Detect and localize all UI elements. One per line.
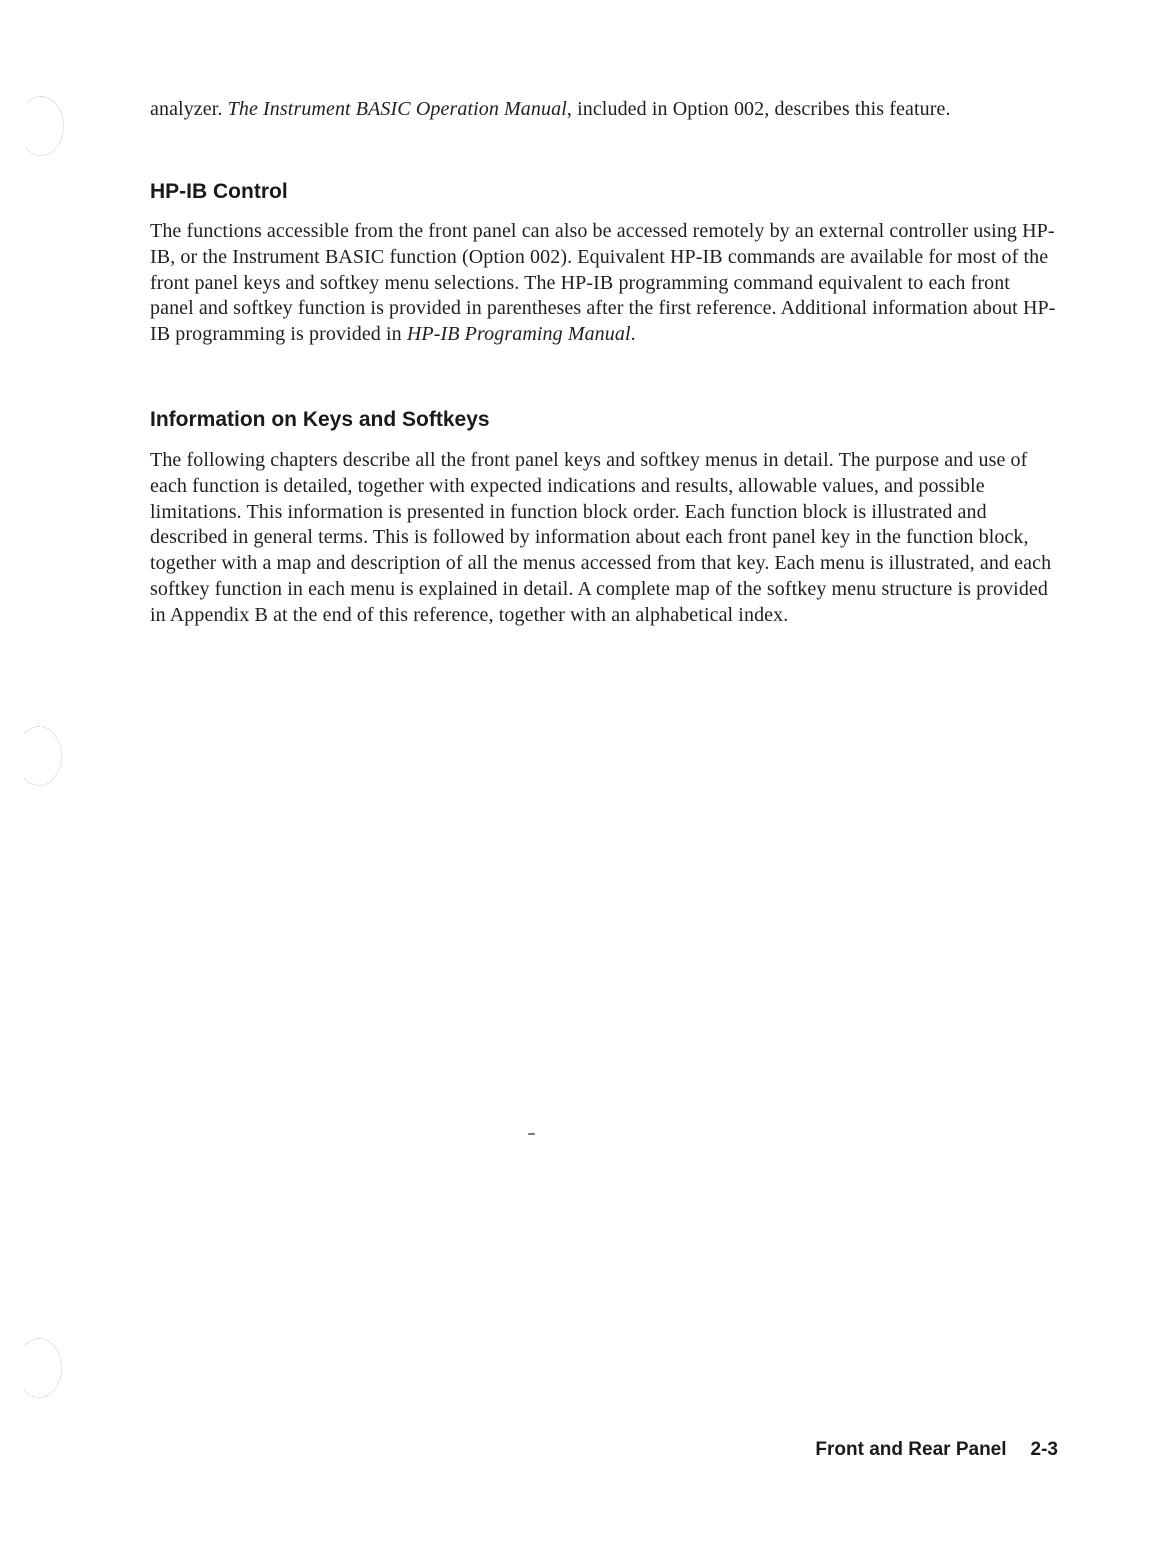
intro-rest: , included in Option 002, describes this feature. (566, 98, 951, 120)
punch-hole-mark (16, 726, 62, 786)
hpib-control-paragraph (150, 219, 1058, 348)
manual-title-italic: The Instrument BASIC Operation Manual (227, 98, 567, 120)
section-heading-keys-softkeys: Information on Keys and Softkeys (150, 408, 490, 431)
hpib-paragraph-text: The functions accessible from the front panel can also be accessed remotely by an external controller using HP-IB, or the Instrument BASIC function (Option 002). Equivalent HP-IB commands are available for most of the front panel keys and softkey menu selections. The HP-IB programming command equivalent to each front panel and softkey function is provided in parentheses after the first reference. Additional information about HP-IB programming is provided in (150, 220, 1056, 346)
hpib-paragraph-end: . (630, 323, 636, 346)
scan-speck (528, 1133, 535, 1135)
page-number: 2-3 (1030, 1439, 1058, 1460)
hpib-manual-title-italic: HP-IB Programing Manual (406, 323, 631, 346)
intro-lead: analyzer. (150, 98, 223, 120)
punch-hole-mark (16, 1338, 62, 1398)
footer-section-title: Front and Rear Panel (815, 1439, 1007, 1460)
intro-paragraph (150, 97, 1058, 123)
page-footer (815, 1439, 1058, 1461)
keys-softkeys-paragraph: The following chapters describe all the front panel keys and softkey menus in detail. The purpose and use of each function is detailed, together with expected indications and results, allowable values, and possible limitations. This information is presented in function block order. Each function block is illustrated and described in general terms. This is followed by information about each front panel key in the function block, together with a map and description of all the menus accessed from that key. Each menu is illustrated, and each softkey function in each menu is explained in detail. A complete map of the softkey menu structure is provided in Appendix B at the end of this reference, together with an alphabetical index. (150, 449, 1052, 626)
punch-hole-mark (18, 96, 64, 156)
section-heading-hpib-control: HP-IB Control (150, 180, 288, 203)
